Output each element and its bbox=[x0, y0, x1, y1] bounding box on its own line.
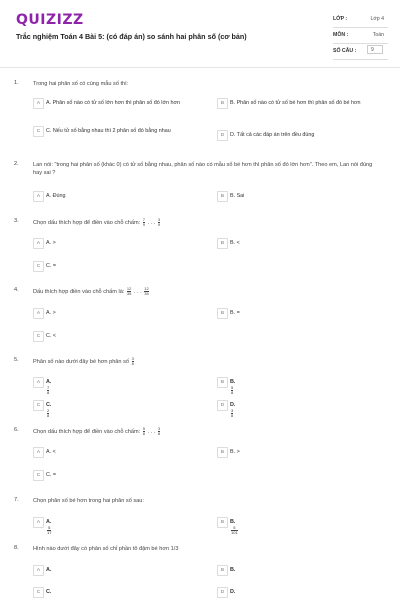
option-label: A. bbox=[46, 518, 52, 525]
fraction bbox=[231, 386, 233, 395]
option-label: B. bbox=[230, 378, 236, 385]
option-text bbox=[46, 519, 52, 536]
option-text bbox=[230, 402, 235, 419]
question-number: 5. bbox=[14, 357, 19, 363]
option-key: C bbox=[33, 261, 44, 272]
option-text: B. Sai bbox=[230, 192, 245, 199]
meta-subject bbox=[333, 28, 388, 44]
question-text: Trong hai phân số có cùng mẫu số thì: bbox=[33, 81, 129, 87]
fraction bbox=[127, 287, 131, 296]
option-text: C. = bbox=[46, 262, 57, 269]
meta-value: Lớp 4 bbox=[370, 16, 384, 22]
option-text bbox=[230, 519, 239, 536]
option-text: B. = bbox=[230, 309, 240, 316]
question-text: Lan nói: "trong hai phân số (khác 0) có tử số bằng nhau, phân số nào có mẫu số bé hơn thì phân số đó lớn hơn". Theo em, Lan nói đúng hay sai ? bbox=[33, 162, 373, 176]
divider bbox=[0, 67, 400, 68]
blank-dots: . . . bbox=[147, 219, 157, 226]
numerator: 5 bbox=[142, 426, 146, 431]
meta-label: SỐ CÂU : bbox=[333, 48, 357, 54]
option-text: A. < bbox=[46, 448, 56, 455]
option-label: C. bbox=[46, 588, 52, 595]
fraction bbox=[132, 357, 134, 366]
option-key: C bbox=[33, 400, 44, 411]
question-number: 6. bbox=[14, 427, 19, 433]
option-key: A bbox=[33, 98, 44, 109]
option-text bbox=[46, 379, 51, 396]
question-text bbox=[33, 357, 388, 366]
question-prompt: Phân số nào dưới đây bé hơn phân số bbox=[33, 358, 129, 365]
option-key: B bbox=[217, 565, 228, 576]
option-key: D bbox=[217, 587, 228, 598]
option-text: B. Phân số nào có tử số bé hơn thì phân số đó bé hơn bbox=[230, 99, 361, 106]
option-text: A. Phân số nào có tử số lớn hơn thì phân số đó lớn hơn bbox=[46, 99, 181, 106]
page-header bbox=[0, 0, 400, 62]
option-key: A bbox=[33, 377, 44, 388]
denominator: 8 bbox=[47, 390, 50, 395]
option-text: A. > bbox=[46, 239, 56, 246]
option-label: B. bbox=[230, 566, 236, 573]
denominator: 8 bbox=[142, 431, 146, 436]
option-key: A bbox=[33, 191, 44, 202]
option-label: D. bbox=[230, 588, 236, 595]
option-text: A. > bbox=[46, 309, 56, 316]
blank-dots: . . . bbox=[133, 288, 144, 295]
fraction bbox=[143, 427, 145, 436]
option-label: B. bbox=[230, 518, 236, 525]
option-text: C. Nếu tử số bằng nhau thì 2 phân số đó bằng nhau bbox=[46, 127, 171, 134]
option-key: C bbox=[33, 470, 44, 481]
denominator: 8 bbox=[231, 413, 234, 418]
numerator: 3 bbox=[231, 408, 234, 413]
question-number: 7. bbox=[14, 497, 19, 503]
option-key: B bbox=[217, 517, 228, 528]
option-key: A bbox=[33, 565, 44, 576]
question-number: 2. bbox=[14, 161, 19, 167]
quizizz-logo: QUIZIZZ bbox=[16, 12, 84, 28]
option-text bbox=[230, 379, 235, 396]
option-key: C bbox=[33, 331, 44, 342]
denominator: 17 bbox=[47, 530, 52, 535]
option-key: A bbox=[33, 517, 44, 528]
option-key: B bbox=[217, 191, 228, 202]
option-key: C bbox=[33, 587, 44, 598]
denominator: 9 bbox=[157, 222, 161, 227]
option-text: D. Tất cả các đáp án trên đều đúng bbox=[230, 131, 315, 138]
option-text: A. Đúng bbox=[46, 192, 66, 199]
denominator: 8 bbox=[157, 431, 161, 436]
fraction bbox=[158, 427, 160, 436]
question-number: 4. bbox=[14, 287, 19, 293]
option-text bbox=[230, 567, 235, 575]
question-text: Hình nào dưới đây có phân số chỉ phần tô đậm bé hơn 1/3 bbox=[33, 546, 179, 552]
question-text bbox=[33, 218, 388, 227]
meta-value: Toán bbox=[372, 32, 384, 38]
numerator: 7 bbox=[142, 217, 146, 222]
option-key: B bbox=[217, 377, 228, 388]
option-text: B. < bbox=[230, 239, 240, 246]
question-text: Chọn phân số bé hơn trong hai phân số sau: bbox=[33, 498, 144, 504]
option-text: C. = bbox=[46, 471, 57, 478]
option-text bbox=[46, 589, 51, 597]
option-key: B bbox=[217, 238, 228, 249]
meta-grade bbox=[333, 12, 388, 28]
denominator: 35 bbox=[126, 291, 132, 296]
numerator: 3 bbox=[157, 426, 161, 431]
option-text bbox=[46, 402, 51, 419]
option-key: D bbox=[217, 400, 228, 411]
fraction bbox=[47, 409, 49, 418]
page-title: Trắc nghiệm Toán 4 Bài 5: (có đáp án) so sánh hai phân số (cơ bản) bbox=[16, 32, 247, 41]
question-number: 3. bbox=[14, 218, 19, 224]
option-key: B bbox=[217, 98, 228, 109]
option-key: A bbox=[33, 447, 44, 458]
option-label: C. bbox=[46, 401, 52, 408]
option-text bbox=[230, 589, 235, 597]
denominator: 8 bbox=[131, 361, 134, 366]
question-number: 1. bbox=[14, 80, 19, 86]
option-label: D. bbox=[230, 401, 236, 408]
blank-dots: . . . bbox=[147, 428, 157, 435]
numerator: 3 bbox=[131, 356, 134, 361]
option-text: B. > bbox=[230, 448, 240, 455]
option-key: A bbox=[33, 308, 44, 319]
fraction bbox=[231, 409, 233, 418]
option-key: B bbox=[217, 447, 228, 458]
option-key: A bbox=[33, 238, 44, 249]
option-key: B bbox=[217, 308, 228, 319]
meta-label: LỚP : bbox=[333, 16, 348, 22]
fraction bbox=[231, 526, 238, 535]
fraction bbox=[144, 287, 148, 296]
option-key: C bbox=[33, 126, 44, 137]
question-prompt: Chọn dấu thích hợp để điền vào chỗ chấm: bbox=[33, 219, 141, 226]
denominator: 8 bbox=[47, 413, 50, 418]
question-text bbox=[33, 287, 388, 296]
denominator: 35 bbox=[144, 291, 149, 296]
numerator: 3 bbox=[157, 217, 161, 222]
numerator: 2 bbox=[47, 408, 50, 413]
numerator: 12 bbox=[126, 286, 132, 291]
question-prompt: Dấu thích hợp điền vào chỗ chấm là: bbox=[33, 288, 125, 295]
question-prompt: Chọn dấu thích hợp để điền vào chỗ chấm: bbox=[33, 428, 141, 435]
numerator: 5 bbox=[48, 525, 51, 530]
fraction bbox=[47, 526, 51, 535]
question-number: 8. bbox=[14, 545, 19, 551]
question-text bbox=[33, 427, 388, 436]
numerator: 7 bbox=[47, 385, 50, 390]
denominator: 101 bbox=[231, 530, 238, 535]
option-label: A. bbox=[46, 566, 52, 573]
meta-value: 9 bbox=[367, 45, 383, 54]
meta-question-count bbox=[333, 44, 388, 60]
fraction bbox=[47, 386, 49, 395]
option-label: A. bbox=[46, 378, 52, 385]
fraction bbox=[143, 218, 145, 227]
meta-info bbox=[333, 12, 388, 60]
option-key: D bbox=[217, 130, 228, 141]
numerator: 12 bbox=[144, 286, 149, 291]
option-text bbox=[46, 567, 51, 575]
fraction bbox=[158, 218, 160, 227]
meta-label: MÔN : bbox=[333, 32, 349, 38]
denominator: 9 bbox=[142, 222, 146, 227]
numerator: 5 bbox=[231, 385, 234, 390]
numerator: 5 bbox=[231, 526, 238, 531]
denominator: 8 bbox=[231, 390, 234, 395]
option-text: C. < bbox=[46, 332, 57, 339]
